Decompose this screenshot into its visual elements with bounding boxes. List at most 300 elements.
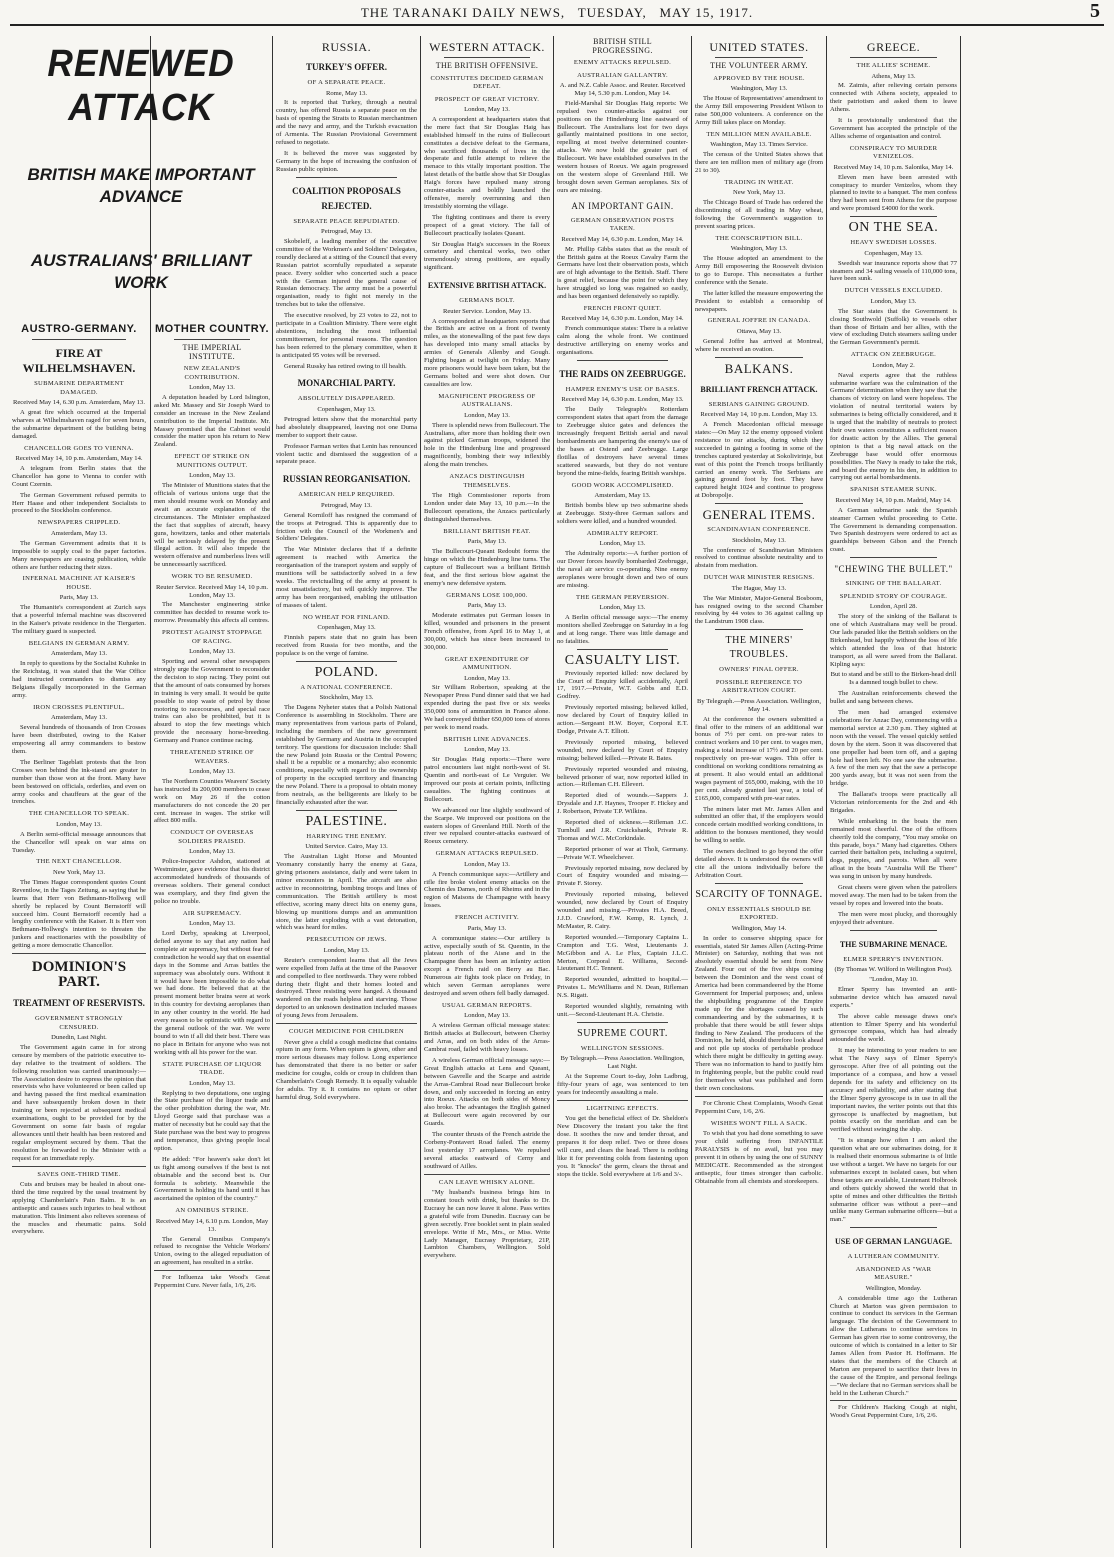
subheading: ONLY ESSENTIALS SHOULD BE EXPORTED.	[707, 905, 811, 922]
paragraph: Lord Derby, speaking at Liverpool, defied anyone to say that any nation had complete air supremacy, but without fear of contradiction he would say that on essential days in the Somme and Arras battles the supremacy was absolutely ours. Without it it would have been impossible to do what we had done. He believed that at the present moment better brains were at work in this country for devising aeroplanes than in any other country in the world. He had every reason to be optimistic with regard to the general outlook of the war. We were bound to win if all did their best. There was no place in Britain for anyone who was not working with all his power for the war.	[154, 930, 270, 1056]
dateline: London, May 13.	[189, 920, 235, 928]
dateline: Received May 14, 10 p.m. Madrid, May 14.	[835, 496, 952, 504]
paragraph: A French Macedonian official message states:—On May 12 the enemy opposed violent resistance to our attacks, during which they succeeded in gaining a footing in some of the trenches captured yesterday at Sokolivirinje, but east of this point the French troops brilliantly carried an enemy work. The Serbians are gaining ground foot by foot. They have captured height 1024 and continue to progress at Dobropolje.	[695, 421, 823, 500]
dateline: London, May 13.	[189, 1079, 235, 1087]
paragraph: Sir William Robertson, speaking at the Newspaper Press Fund dinner said that we had expended during the past five or six weeks 350,000 tons of ammunition in France alone. We had conveyed thither 650,000 tons of stores per week to mend roads.	[424, 684, 550, 731]
divider	[12, 953, 146, 954]
dateline: London, May 13.	[464, 106, 510, 113]
divider	[850, 930, 937, 931]
dateline: Paris, May 13.	[59, 594, 99, 602]
advert-heading: CAN LEAVE WHISKY ALONE.	[438, 1178, 536, 1186]
dateline: London, May 13.	[189, 848, 235, 856]
headline-deck-1: BRITISH MAKE IMPORTANT ADVANCE	[27, 165, 255, 206]
dateline: "London, May 10.	[869, 976, 918, 984]
divider	[296, 177, 397, 178]
divider	[830, 1400, 957, 1401]
subheading: AIR SUPREMACY.	[182, 909, 242, 917]
paragraph: The Manchester engineering strike committee has decided to resume work to-morrow. Presumably this affects all centres.	[154, 601, 270, 625]
dateline: United Service. Cairo, May 13.	[305, 843, 388, 851]
subheading: CHANCELLOR GOES TO VIENNA.	[24, 444, 134, 452]
section-heading: BALKANS.	[724, 360, 794, 376]
column-rule	[420, 36, 421, 1548]
subheading: PROTEST AGAINST STOPPAGE OF RACING.	[161, 629, 263, 645]
headline-deck-2: AUSTRALIANS' BRILLIANT WORK	[30, 251, 252, 292]
subheading: DUTCH VESSELS EXCLUDED.	[844, 287, 943, 295]
subheading: BRILLIANT BRITISH FEAT.	[443, 527, 531, 535]
paragraph: The Dagens Nyheter states that a Polish National Conference is assembling in Stockholm. There are many representatives from various parts of Poland, including the members of the new government established by Germany and Austria in the occupied territory. The questions for discussion include: Shall the new Poland join Russia or the Central Powers; shall it be a republic or a monarchy; also economic conditions, especially with regard to the ownership of property in the occupied territory and financing the new Poland. There is a proposal to obtain money from neutrals, as the belligerents are likely to be financially exhausted after the war.	[276, 704, 417, 806]
paragraph: Replying to two deputations, one urging the State purchase of the liquor trade and the other prohibition during the war, Mr. Lloyd George said that purchase was a matter of necessity but he could say that the State purchase was the best way to progress and temperance, thus giving people local option.	[154, 1089, 270, 1152]
subheading: MAGNIFICENT PROGRESS OF AUSTRALIANS.	[438, 392, 536, 409]
dateline: London, May 13.	[323, 946, 370, 954]
paragraph: Moderate estimates put German losses in killed, wounded and prisoners in the present French offensive, from April 16 to May 1, at 300,000, which has since been increased to 300,000.	[424, 612, 550, 651]
dateline: Athens, May 13.	[871, 72, 916, 80]
subheading: SEPARATE PEACE REPUDIATED.	[293, 217, 400, 225]
article-heading: AN IMPORTANT GAIN.	[571, 200, 674, 211]
advert-text: You get the beneficial effect of Dr. Sheldon's New Discovery the instant you take the first dose. It soothes the raw and tender throat, and prepares it for deep relief. Two or three doses will cure, and clears the head. There is nothing like it for preventing colds from fastening upon you. It "knocks" the germ, clears the throat and stops the tickle. Sold everywhere at 1/6 and 3/-.	[557, 1115, 688, 1178]
divider	[174, 339, 250, 340]
paragraph: The men had arranged extensive celebrations for Anzac Day, commencing with a memorial service at 2.30 p.m. They sighted at noon with the vessel. The vessel quickly settled down by the stern. Soon it was discovered that one propeller had been torn off, and a gaping hole had been left. No one saw the submarine. A few of the men say that the saw a periscope 200 yards away, but it was not seen from the bridge.	[830, 709, 957, 788]
paragraph: Field-Marshal Sir Douglas Haig reports: We repulsed two counter-attacks against our positions on the Hindenburg line eastward of Bullecourt. The Australians lost for two days gallantly maintained positions in one sector, repelling at most twelve determined counter-attacks. We now hold the greater part of Bullecourt. We have established ourselves in the western houses of Roeux. We again progressed on the western slope of Greenland Hill. We brought down seven German aeroplanes. Six of ours are missing.	[557, 99, 688, 194]
paragraph: The Northern Counties Weavers' Society has instructed its 200,000 members to cease work on May 26 if the cotton manufacturers do not concede the 20 per cent. increase in wages. The strike will affect 800 mills.	[154, 777, 270, 825]
subheading: THE NEXT CHANCELLOR.	[36, 858, 122, 866]
dateline: London, May 13.	[189, 768, 235, 776]
paragraph: A correspondent at headquarters states that the mere fact that Sir Douglas Haig has established himself in the ruins of Bullecourt constitutes a decisive defeat to the Germans, who sacrificed thousands of lives in the desperate and futile attempt to relieve the menace to this vitally important position. The latest details of the battle show that Sir Douglas Haig's forces have repulsed many strong counter-attacks and boldly launched the offensive, merely overrunning and then irresistibly storming the village.	[424, 115, 550, 210]
paragraph: M. Zaimis, after relieving certain persons connected with Athens society, appealed to their patriotism and asked them to leave Athens.	[830, 82, 957, 114]
paragraph: The counter thrusts of the French astride the Corbeny-Pontavert Road failed. The enemy lost yesterday 17 aeroplanes. We repulsed several attacks eastward of Cerny and southward of Ailles.	[424, 1131, 550, 1170]
divider	[577, 649, 668, 650]
masthead	[10, 2, 1104, 26]
article-heading: TREATMENT OF RESERVISTS.	[13, 998, 145, 1009]
paragraph: The fighting continues and there is every prospect of a great victory. The fall of Bullecourt practically isolates Queant.	[424, 213, 550, 237]
paragraph: He added: "For heaven's sake don't let us fight among ourselves if the best is not obtainable and the second best is. Our formula is sobriety. Meanwhile the Government is holding its hand until it has ascertained the opinion of the country."	[154, 1155, 270, 1203]
column-western-attack	[424, 36, 550, 1548]
column-rule	[272, 36, 273, 1548]
subheading: SCANDINAVIAN CONFERENCE.	[707, 526, 811, 534]
subheading: AUSTRALIAN GALLANTRY.	[577, 71, 668, 79]
paragraph: French communique states: There is a relative calm along the whole front. We continued destructive artillerying on enemy works and organisations.	[557, 325, 688, 357]
dateline: Copenhagen, May 13.	[317, 405, 376, 413]
dateline: Petrograd, May 13.	[321, 228, 372, 236]
dateline: Amsterdam, May 13.	[50, 714, 108, 722]
article-heading: FIRE AT WILHELMSHAVEN.	[22, 346, 136, 375]
article-heading: TURKEY'S OFFER.	[305, 62, 387, 72]
paragraph: The Ballarat's troops were practically all Victorian reinforcements for the 2nd and 4th Brigades.	[830, 791, 957, 814]
paragraph: The General Omnibus Company's refused to recognise the Vehicle Workers' Union, owing to the alleged repudiation of an agreement, has resulted in a strike.	[154, 1235, 270, 1267]
dateline: London, May 13.	[189, 384, 235, 391]
divider	[715, 883, 803, 884]
subheading: PERSECUTION OF JEWS.	[306, 936, 387, 944]
dateline: By Telegraph.—Press Association. Wellington, Last Night.	[560, 1055, 685, 1071]
article-heading: THE RAIDS ON ZEEBRUGGE.	[559, 368, 686, 379]
subheading: POSSIBLE REFERENCE TO ARBITRATION COURT.	[715, 678, 803, 695]
subheading: A LUTHERAN COMMUNITY.	[847, 1253, 940, 1261]
paragraph: The owners declined to go beyond the offer detailed above. It is understood the owners will cite all the unions individually before the Arbitration Court.	[695, 848, 823, 879]
subheading: THE ALLIES' SCHEME.	[856, 62, 931, 69]
divider	[32, 339, 126, 340]
paragraph: The Australian Light Horse and Mounted Yeomanry constantly harry the enemy at Gaza, giving prisoners assistance, daily and were taken in minor encounters in April. The aircraft are also active in reconnoitring, bombing troops and lines of communication. The British artillery is most effective, scoring many direct hits on enemy guns, blowing up munitions dumps and an ammunition store, the latter exploding with a vast detonation, which was heard for miles.	[276, 853, 417, 932]
subheading: NEWSPAPERS CRIPPLED.	[37, 519, 121, 527]
paragraph: It is believed the move was suggested by Germany in the hope of increasing the confusion of Russian public opinion.	[276, 149, 417, 173]
paragraph: The Star states that the Government is closing Southwold (Suffolk) to vessels other than those of Britain and her allies, with the view of excluding Dutch steamers sailing under the German Government's permit.	[830, 307, 957, 347]
dateline: London, April 28.	[869, 603, 918, 611]
divider	[276, 1023, 417, 1024]
dateline: London, May 13.	[599, 540, 646, 548]
dateline: Received May 14, 6.30 p.m. London, May 13.	[561, 396, 684, 404]
dateline: London, May 13.	[189, 648, 235, 656]
subheading: GOVERNMENT STRONGLY CENSURED.	[35, 1015, 123, 1031]
paragraph: The latter killed the measure empowering the President to establish a censorship of newspapers.	[695, 289, 823, 313]
paragraph: While embarking in the boats the men remained most cheerful. One of the officers cheerily told the company, "You may smoke on this parade, boys." Many had cigarettes. Others carried their battalion pets, including a squirrel, dogs, puppies, and parrots. When all were afloat in the boats "Australia Will Be There" was sung in unison by many hundreds.	[830, 817, 957, 881]
paragraph: It may be interesting to your readers to see what The Navy says of Elmer Sperry's gyroscope. After five of all pointing out the importance of a compass, and how a vessel depends for its safety and efficiency on its accuracy and reliability, and after stating that the Elmer Sperry gyroscope is in use in all the important navies, the writer points out that this gyroscope is unaffected by magnetism, but points exactly on the meridian and can be verified without swinging the ship.	[830, 1047, 957, 1134]
advert-text: For Chronic Chest Complaints, Wood's Great Peppermint Cure, 1/6, 2/6.	[695, 1099, 823, 1115]
subheading: OWNERS' FINAL OFFER.	[719, 666, 799, 674]
paragraph: Skobeleff, a leading member of the executive committee of the Workmen's and Soldiers' Delegates, roundly declared at a sitting of the Council that every Russian patriot scornfully repudiated a separate peace. Every soldier who concerted such a peace with the German injured the general cause of Russian democracy. The army must be a powerful organisation, ready to fight not merely in the trenches but to take the offensive.	[276, 237, 417, 309]
paragraph: The census of the United States shows that there are ten million men of military age (from 21 to 30).	[695, 150, 823, 174]
paragraph: General Russky has retired owing to ill health.	[284, 362, 407, 370]
dateline: Petrograd, May 13.	[321, 501, 372, 509]
article-heading: "CHEWING THE BULLET."	[834, 564, 953, 575]
divider	[850, 57, 937, 58]
dateline: Dunedin, Last Night.	[51, 1034, 107, 1042]
paragraph: The miners later met Mr. James Allen and submitted an offer that, if the employers would concede certain modified working conditions, in addition to the bonuses mentioned, they would be willing to settle.	[695, 805, 823, 845]
banner-headlines	[10, 36, 272, 326]
headline-main: RENEWED ATTACK	[47, 43, 235, 129]
dateline: Wellington, May 14.	[731, 924, 787, 932]
paragraph: Elmer Sperry has invented an anti-submarine device which has amazed naval experts."	[830, 985, 957, 1009]
dateline: London, May 13.	[464, 860, 510, 868]
subheading: GREAT EXPENDITURE OF AMMUNITION.	[444, 655, 530, 672]
masthead-day: TUESDAY,	[577, 5, 647, 20]
paragraph: A wireless German official message says:—Great English attacks at Lens and Queant, between Gavrelle and the Scarpe and astride the Arras-Cambrai Road near Bullecourt broke down, and only succeeded in forcing an entry into Roeux. Attacks on both sides of Moncy also broke. The advantages the English gained at Bullecourt were again recovered by our Guards.	[424, 1056, 550, 1128]
subheading: USUAL GERMAN REPORTS.	[441, 1001, 533, 1009]
divider	[154, 1270, 270, 1271]
paragraph: A Berlin official message says:—The enemy monitors shelled Zeebrugge on Saturday in a fog and at long range. There was little damage and no fatalities.	[557, 614, 688, 645]
subheading: THE GERMAN PERVERSION.	[575, 593, 670, 601]
divider	[715, 357, 803, 358]
paragraph: It is reported that Turkey, through a neutral country, has offered Russia a separate peace on the basis of opening the Straits to Russian merchantmen and the navy and army, and the Turkish evacuation of Armenia. The Russian Provisional Government refused to negotiate.	[276, 99, 417, 146]
article-heading: MONARCHIAL PARTY.	[297, 378, 396, 389]
paragraph: Mr. Phillip Gibbs states that as the result of the British gains at the Roeux Cavalry Farm the Germans have lost their observation posts, which are of high advantage to the British. Staff. There is great relief, because the point for which they have struggled so long was regained so easily, and has been organised defensively so rapidly.	[557, 245, 688, 301]
dateline: Amsterdam, May 13.	[50, 529, 108, 537]
section-heading: POLAND.	[314, 664, 379, 680]
newspaper-title: THE TARANAKI DAILY NEWS,	[360, 5, 566, 20]
paragraph: The High Commissioner reports from London under date May 13, 10 p.m.—In the Bullecourt operations, the Anzacs particularly distinguished themselves.	[424, 492, 550, 523]
paragraph: There is splendid news from Bullecourt. The Australians, after more than holding their own against picked German troops, widened the hole in the Hindenburg line and progressed magnificently, bombing their way inflexibly along the main trenches.	[424, 421, 550, 469]
subheading: ATTACK ON ZEEBRUGGE.	[850, 351, 937, 359]
subheading: SINKING OF THE BALLARAT.	[845, 580, 942, 588]
subheading: OF A SEPARATE PEACE.	[307, 79, 386, 86]
subheading: DUTCH WAR MINISTER RESIGNS.	[703, 574, 815, 582]
paragraph: Several hundreds of thousands of Iron Crosses have been distributed, owing to the Kaiser empowering all army commanders to bestow them.	[12, 724, 146, 755]
column-greece	[830, 36, 957, 1548]
paragraph: A French communique says:—Artillery and rifle fire broke violent enemy attacks on the Chemin des Dames, north of Rheims and in the region of Maisons de Champagne with heavy losses.	[424, 870, 550, 910]
paragraph: Petrograd letters show that the monarchial party had absolutely disappeared, leaving not one Duma member to support their cause.	[276, 415, 417, 439]
divider	[444, 57, 530, 58]
subheading: HEAVY SWEDISH LOSSES.	[850, 239, 937, 247]
dateline: London, May 13.	[464, 674, 510, 682]
advert-text: For Influenza take Wood's Great Peppermint Cure. Never fails, 1/6, 2/6.	[154, 1274, 270, 1290]
subheading: INFERNAL MACHINE AT KAISER'S HOUSE.	[22, 575, 136, 591]
subheading: AN OMNIBUS STRIKE.	[175, 1207, 249, 1215]
paragraph: We advanced our line slightly southward of the Scarpe. We improved our positions on the eastern slopes of Greenland Hill. North of the river we repulsed counter-attacks eastward of Roeux cemetery.	[424, 806, 550, 846]
article-heading: THE SUBMARINE MENACE.	[839, 939, 948, 949]
dateline: Paris, May 13.	[467, 538, 507, 546]
subheading: TRADING IN WHEAT.	[724, 178, 794, 186]
paragraph: A deputation headed by Lord Islington, asked Mr. Massey and Sir Joseph Ward to consider an increase in the New Zealand contribution to the Imperial Institute. Mr. Massey promised that the Cabinet would consider the matter upon his return to New Zealand.	[154, 393, 270, 449]
paragraph: Naval experts agree that the ruthless submarine warfare was the culmination of the Germans' determination when they saw that the chances of victory on land were hopeless. The violation of neutral territorial waters by submarines is being officially considered, and it is urged that the inability of neutrals to protect their own waters constitutes a sufficient reason for drastic action by the Allies. The general opinion is that a big naval attack on the Zeebrugge base would offer enormous possibilities. The Navy is ready to take the risk, and board the enemy in his den, in addition to carrying out aerial bombardments.	[830, 371, 957, 482]
section-heading: CASUALTY LIST.	[564, 652, 681, 668]
section-heading: WESTERN ATTACK.	[429, 40, 545, 54]
dateline: Reuter Service. Received May 14, 10 p.m. London, May 13.	[155, 583, 269, 599]
subheading: NEW ZEALAND'S CONTRIBUTION.	[183, 365, 241, 381]
subheading: GERMAN OBSERVATION POSTS TAKEN.	[570, 216, 675, 233]
paragraph: Eleven men have been arrested with conspiracy to murder Venizelos, whom they planned to invite to a banquet. The men confess they had been sent from Athens for the purpose and were promised £4000 for the work.	[830, 173, 957, 213]
section-heading: RUSSIA.	[321, 40, 372, 54]
subheading: ADMIRALTY REPORT.	[586, 529, 659, 537]
dateline: Received May 14, 10 p.m. London, May 13.	[700, 411, 818, 419]
dateline: London, May 13.	[189, 472, 235, 480]
advert-text: Cuts and bruises may be healed in about one-third the time required by the usual treatment by applying Chamberlain's Pain Balm. It is an antiseptic and causes such injuries to heal without maturation. This liniment also relieves soreness of the muscles and rheumatic pains. Sold everywhere.	[12, 1181, 146, 1236]
divider	[577, 360, 668, 361]
article-heading: USE OF GERMAN LANGUAGE.	[834, 1237, 953, 1247]
paragraph: At the conference the owners submitted a final offer to the miners of an additional war bonus of 7½ per cent. on pre-war rates to contract workers and 10 per cent. to wages men, making a total increase of 17½ and 20 per cent. respectively on pre-war wages. This offer is conditional on working conditions remaining as at present. It also would entail an additional wages payment of £65,000, making, with the 10 per cent. already granted last year, a total of £165,000, compared with pre-war rates.	[695, 715, 823, 802]
paragraph: Reported prisoner of war at Tholt, Germany.—Private W.T. Wheelchever.	[557, 845, 688, 861]
subheading: CONSTITUTES DECIDED GERMAN DEFEAT.	[430, 74, 544, 90]
paragraph: The German Government admits that it is impossible to supply coal to the paper factories. Many newspapers are ceasing publication, while others are further reducing their sizes.	[12, 539, 146, 571]
paragraph: Previously reported missing, believed wounded, now declared by Court of Enquiry wounded and missing.—Privates H.A. Breed, J.J.D. Crawford, F.W. Kemp, R. Lynch, J. McMaster, R. Cairy.	[557, 891, 688, 930]
dateline: Stockholm, May 13.	[732, 536, 786, 544]
section-heading: GENERAL ITEMS.	[702, 507, 816, 523]
paragraph: The House of Representatives' amendment to the Army Bill empowering President Wilson to raise 500,000 volunteers. A conference on the Army Bill takes place on Monday.	[695, 94, 823, 126]
section-heading: SUPREME COURT.	[577, 1027, 668, 1039]
dateline: Paris, May 13.	[467, 602, 507, 610]
paragraph: It is provisionally understood that the Government has accepted the principle of the Allies scheme of organisation and control.	[830, 117, 957, 140]
dateline: Amsterdam, May 13.	[594, 492, 651, 500]
paragraph: Professor Farman writes that Lenin has renounced violent tactic and dismissed the suggestion of a separate peace.	[276, 442, 417, 466]
section-heading: AUSTRO-GERMANY.	[21, 323, 137, 335]
subheading: STATE PURCHASE OF LIQUOR TRADE.	[162, 1060, 262, 1077]
dateline: London, May 13.	[464, 411, 510, 419]
divider	[695, 1096, 823, 1097]
dateline: London, May 13.	[599, 604, 646, 612]
dateline: Received May 14, 6.30 p.m. London, May 14.	[561, 315, 684, 323]
paragraph: The Bullecourt-Queant Redoubt forms the hinge on which the Hindenburg line turns. The capture of Bullecourt was a brilliant British feat, and the first serious blow against the enemy's new defensive system.	[424, 548, 550, 587]
subheading: HARRYING THE ENEMY.	[306, 832, 387, 840]
paragraph: The House adopted an amendment to the Army Bill empowering the Roosevelt division to go to Europe. This necessitates a further conference with the Senate.	[695, 255, 823, 286]
divider	[715, 57, 803, 58]
dateline: Received May 14, 6.30 p.m. Amsterdam, May 13.	[12, 399, 146, 406]
paragraph: The War Minister declares that if a definite agreement is reached with America the reorganisation of the transport system and supply of munitions will be satisfactorily solved in a few weeks. The revictualling of the army at present is most unsatisfactory, but will quickly improve. The army has been reorganised, enabling the utilisation of masses of talent.	[276, 546, 417, 609]
paragraph: The men were most plucky, and thoroughly enjoyed their adventure.	[830, 910, 957, 926]
article-heading: THE BRITISH OFFENSIVE.	[435, 61, 539, 70]
paragraph: Reported wounded slightly, remaining with unit.—Second-Lieutenant H.A. Christie.	[557, 1003, 688, 1018]
subheading: FRENCH FRONT QUIET.	[583, 304, 662, 312]
column-austro-germany	[12, 318, 146, 1548]
dateline: London, May 13.	[56, 820, 102, 828]
subheading: HAMPER ENEMY'S USE OF BASES.	[565, 385, 680, 393]
dateline: Washington, May 13. Times Service.	[710, 141, 808, 149]
dateline: Copenhagen, May 13.	[864, 249, 923, 257]
subheading: AMERICAN HELP REQUIRED.	[298, 491, 395, 499]
paragraph: Reported died of sickness.—Rifleman J.C. Turnbull and J.R. Cruickshank, Private R. Thomas and W.C. McCorkindale.	[557, 819, 688, 842]
paragraph: The executive resolved, by 23 votes to 22, not to participate in a Coalition Ministry. There were eight abstentions, including the most influential committeemen, for personal reasons. The question has been referred to the plenary committee, when it is anticipated 95 votes will be reversed.	[276, 312, 417, 359]
subheading: WORK TO BE RESUMED.	[171, 573, 253, 581]
subheading: ELMER SPERRY'S INVENTION.	[843, 955, 944, 963]
dateline: Washington, May 13.	[730, 245, 788, 253]
section-heading: THE MINERS' TROUBLES.	[725, 635, 793, 661]
divider	[557, 1100, 688, 1101]
paragraph: General Joffre has arrived at Montreal, where he received an ovation.	[695, 337, 823, 353]
subheading: GERMAN ATTACKS REPULSED.	[435, 850, 539, 858]
divider	[850, 1227, 937, 1228]
paragraph: General Korniloff has resigned the command of the troops at Petrograd. This is apparently due to friction with the Council of the Workmen's and Soldiers' Delegates.	[276, 511, 417, 543]
dateline: London, May 13.	[464, 1012, 510, 1020]
paragraph: The German Government refused permits to Herr Haase and other independent Socialists to proceed to the Stockholm conference.	[12, 491, 146, 515]
dateline: By Telegraph.—Press Association. Wellington, May 14.	[696, 697, 822, 713]
article-heading: BRILLIANT FRENCH ATTACK.	[700, 384, 818, 394]
dateline: Wellington, Monday.	[865, 1284, 922, 1292]
divider	[296, 810, 397, 811]
section-heading: SCARCITY OF TONNAGE.	[695, 888, 823, 900]
paragraph: Reported wounded.—Temporary Captains L. Crampton and T.G. West, Lieutenants J. McGibbon and A. Le Flux, Captain J.L.C. Merton, Corporal E. Williams, Second-Lieutenant H.C. Tennent.	[557, 933, 688, 973]
subheading: GOOD WORK ACCOMPLISHED.	[571, 481, 674, 489]
subheading: SPLENDID STORY OF COURAGE.	[839, 592, 948, 600]
dateline: Ottawa, May 13.	[736, 327, 782, 335]
advert-text: To wish that you had done something to save your child suffering from INFANTILE PARALYSIS is of no avail, but you may prevent it in others by using the one of SUNNY MEDICATE. Recommended as the strongest antiseptic, four times stronger than carbolic. Obtainable from all chemists and storekeepers.	[695, 1130, 823, 1185]
dateline: Amsterdam, May 13.	[50, 650, 108, 658]
paragraph: Previously reported missing, now declared by Court of Enquiry wounded and missing.—Private F. Storey.	[557, 864, 688, 888]
subheading: GERMANS LOSE 100,000.	[446, 591, 528, 599]
byline: (By Thomas W. Wilford in Wellington Post).	[834, 966, 953, 974]
paragraph: Sir Douglas Haig reports:—There were patrol encounters last night north-west of St. Quentin and north-east of Le Verguier. We improved our posts at certain points, inflicting casualties. The fighting continues at Bullecourt.	[424, 756, 550, 803]
advert-text: "My husband's business brings him in constant touch with drink, but thanks to Dr. Eucrasy he can now leave it alone. Pass writes a grateful wife from Dunedin. Eucrasy can be given secretly. Free booklet sent in plain sealed envelope. Write if Mr., Mrs., or Miss. Write Lady Manager, Eucrasy Proprietary, 21P, Lambton Chambers, Wellington. Sold everywhere.	[424, 1189, 550, 1260]
masthead-line	[10, 5, 1104, 21]
paragraph: Previously reported wounded and missing, believed prisoner of war, now reported killed in action.—Rifleman C.H. Ellevert.	[557, 765, 688, 789]
section-heading: MOTHER COUNTRY.	[154, 323, 270, 335]
dateline: A. and N.Z. Cable Assoc. and Reuter. Received May 14, 5.30 p.m. London, May 14.	[559, 82, 686, 97]
paragraph: The Humanite's correspondent at Zurich says that a powerful infernal machine was discovered in the Kaiser's private residence in the Tiergarten. The military guard is suspected.	[12, 604, 146, 636]
subheading: BRITISH LINE ADVANCES.	[443, 735, 531, 743]
subheading: ENEMY ATTACKS REPULSED.	[573, 59, 672, 66]
dateline: London, May 2.	[872, 361, 915, 369]
paragraph: The Australian reinforcements chewed the bullet and sang between chews.	[830, 690, 957, 706]
advert-heading: WISHES WON'T FILL A SACK.	[710, 1119, 808, 1127]
paragraph: A great fire which occurred at the Imperial wharves at Wilhelmshaven raged for seven hours, the submarine department of the building being damaged.	[12, 408, 146, 440]
dateline: Received May 14, 6.30 p.m. London, May 14.	[561, 235, 684, 243]
paragraph: A German submarine sank the Spanish steamer Carmen whilst proceeding to Cette. The Government is demanding compensation. Two Spanish destroyers were ordered to act as guardships between Gibon and the French coast.	[830, 506, 957, 554]
dateline: London, May 13.	[464, 746, 510, 754]
paragraph: A correspondent at headquarters reports that the British are active on a front of twenty miles, as the stonewalling of the past few days has developed into many small attacks by armies of Generals Allenby and Gough. Fighting began at twilight on Friday. Many more prisoners would have been taken, but the Germans bolted and were shot down. Our casualties are low.	[424, 317, 550, 388]
dateline: London, May 13.	[870, 297, 917, 305]
subheading: SERBIANS GAINING GROUND.	[708, 400, 810, 408]
section-heading: GREECE.	[866, 40, 921, 54]
subheading: EFFECT OF STRIKE ON MUNITIONS OUTPUT.	[174, 453, 250, 469]
subheading: PROSPECT OF GREAT VICTORY.	[434, 95, 540, 103]
divider	[12, 1166, 146, 1167]
subheading: BELGIANS IN GERMAN ARMY.	[28, 639, 130, 647]
paragraph: Previously reported missing, believed wounded, now declared by Court of Enquiry missing; believed killed.—Private R. Bates.	[557, 738, 688, 762]
column-russia	[276, 36, 417, 1548]
subheading: CONSPIRACY TO MURDER VENIZELOS.	[849, 144, 938, 161]
dateline: The Hague, May 13.	[731, 584, 787, 592]
paragraph: In order to conserve shipping space for essentials, stated Sir James Allen (Acting-Prime Minister) on Saturday, nothing that was not absolutely essential should be sent from New Zealand. Four out of the five ships coming between the Dominion and the west coast of America had been commandeered by the Home Government for Imperial purposes; and, unless the shipbuilding programme of the Empire made up for the shortages caused by such commandeering and by the submarines, it is probable that there would be still fewer ships finding to New Zealand. The producers of the Dominion, he held, should therefore look ahead and not pile up stocks of perishable produce which there might be difficulty in getting away. There was no information to hand to justify him in frightening people, but the public could read for themselves what was published and form their own conclusions.	[695, 934, 823, 1092]
paragraph: Previously reported missing; believed killed, now declared by Court of Enquiry killed in action.—Sergeant H.W. Boyer, Corporal E.T. Dodge, Private A.T. Elliott.	[557, 704, 688, 735]
paragraph: A telegram from Berlin states that the Chancellor has gone to Vienna to confer with Count Czernin.	[12, 464, 146, 488]
subheading: IRON CROSSES PLENTIFUL.	[33, 703, 125, 711]
subheading: THE CONSCRIPTION BILL.	[715, 234, 803, 242]
subheading: APPROVED BY THE HOUSE.	[713, 74, 805, 82]
column-rule	[826, 36, 827, 1548]
subheading: ABSOLUTELY DISAPPEARED.	[297, 395, 396, 403]
subheading: NO WHEAT FOR FINLAND.	[302, 613, 390, 621]
section-heading: DOMINION'S PART.	[31, 959, 127, 991]
dateline: Reuter Service. London, May 13.	[442, 307, 532, 315]
advert-heading: LIGHTNING EFFECTS.	[586, 1104, 659, 1112]
paragraph: The Daily Telegraph's Rotterdam correspondent states that apart from the damage to Zeebrugge sluice gates and defences the increasingly frequent British aerial and naval bombardments are hampering the enemy's use of the bases at Ostend and Zeebrugge. Large flotillas of destroyers have several times scattered seawards, but they do not venture beyond the mine-fields, fearing British warships.	[557, 406, 688, 477]
subheading: ABANDONED AS "WAR MEASURE."	[855, 1265, 932, 1282]
paragraph: A communique states:—Our artillery is active, especially south of St. Quentin, in the plateau north of the Aisne and in the Champagne there has been an infantry action except a French raid on Berry au Bac. Numerous air fights took place on Friday, in which seven German aeroplanes were destroyed and seven others fell badly damaged.	[424, 934, 550, 997]
section-heading: BRITISH STILL PROGRESSING.	[592, 37, 653, 55]
paragraph: Swedish war insurance reports show that 77 steamers and 34 sailing vessels of 110,000 tons, have been sunk.	[830, 259, 957, 283]
dateline: New York, May 13.	[732, 189, 786, 197]
paragraph: At the Supreme Court to-day, John Ladbrug, fifty-four years of age, was sentenced to ten years for indecently assaulting a male.	[557, 1073, 688, 1096]
paragraph: The Minister of Munitions states that the officials of various unions urge that the men should resume work on Monday and await an accurate explanation of the circumstances. The Minister emphasized the fact that supplies of aircraft, heavy guns, howitzers, tanks and other materials will be seriously delayed by the present illegal action. It will also impede the western offensive and numberless lives will be unnecessarily sacrificed.	[154, 482, 270, 569]
advert-text: For Children's Hacking Cough at night, Wood's Great Peppermint Cure, 1/6, 2/6.	[830, 1404, 957, 1420]
verse: But to stand and be still to the Birken-head drill Is a damned tough bullet to chew.	[830, 671, 957, 687]
article-heading: RUSSIAN REORGANISATION.	[282, 474, 411, 485]
paragraph: The War Minister, Major-General Bosboom, has resigned owing to the second Chamber resolving by 44 votes to 36 against calling up the Landstrum 1908 class.	[695, 594, 823, 626]
dateline: Received May 14, 6.10 p.m. London, May 13.	[155, 1217, 269, 1233]
paragraph: The Admiralty reports:—A further portion of our Dover forces heavily bombarded Zeebrugge, the naval air service co-operating. Nine enemy aeroplanes were brought down and two of ours are missing.	[557, 550, 688, 589]
paragraph: The Chicago Board of Trade has ordered the discontinuing of all trading in May wheat, following the Government's suggestion to prevent soaring prices.	[695, 199, 823, 230]
divider	[296, 661, 397, 662]
paragraph: The conference of Scandinavian Ministers resolved to continue absolute neutrality and to abstain from mediation.	[695, 546, 823, 570]
subheading: GENERAL JOFFRE IN CANADA.	[707, 317, 811, 325]
divider	[424, 1174, 550, 1175]
divider	[715, 503, 803, 504]
paragraph: The story of the sinking of the Ballarat is one of which Australians may well be proud. Our lads paraded like the British soldiers on the Birkenhead, but happily without the loss of life which attended the loss of that historic transport, as all were saved from the Ballarat. Kipling says:	[830, 613, 957, 668]
advert-text: Never give a child a cough medicine that contains opium in any form. When opium is given, other and more serious diseases may follow. Long experience has demonstrated that there is no better or safer medicine for coughs, colds or croup in children than Chamberlain's Cough Remedy. It is equally valuable for adults. Try it. It contains no opium or other harmful drug. Sold everywhere.	[276, 1038, 417, 1101]
article-heading: THE IMPERIAL INSTITUTE.	[182, 343, 242, 361]
divider	[577, 1022, 668, 1023]
subheading: SPANISH STEAMER SUNK.	[850, 486, 937, 494]
column-british-progressing	[557, 36, 688, 1548]
paragraph: Sporting and several other newspapers strongly urge the Government to reconsider the decision to stop racing. They point out that the amount of oats consumed by horses in training is very small. It would be quite possible to stop waste of petrol by those motoring to racecourses, and special race trains can also be prohibited, but it is absurd to stop the few meetings which provide the necessary horse-breeding. Germany and France continue racing.	[154, 658, 270, 745]
page-number: 5	[1090, 0, 1100, 22]
paragraph: In reply to questions by the Socialist Kuhnke in the Reichstag, it was stated that the War Office had instructed commanders to dismiss any Belgians illegally incorporated in the German army.	[12, 660, 146, 699]
paragraph: Great cheers were given when the patrollers moved away. The men had to be taken from the vessel by ropes and lowered into the boats.	[830, 884, 957, 907]
section-heading: ON THE SEA.	[848, 220, 939, 236]
section-heading: PALESTINE.	[305, 813, 388, 829]
column-united-states	[695, 36, 823, 1548]
dateline: Stockholm, May 13.	[319, 694, 374, 702]
dateline: Washington, May 13.	[730, 85, 788, 92]
advert-heading: SAVES ONE-THIRD TIME.	[37, 1170, 121, 1178]
subheading: TEN MILLION MEN AVAILABLE.	[706, 130, 812, 138]
article-heading: COALITION PROPOSALS REJECTED.	[292, 185, 401, 211]
subheading: CONDUCT OF OVERSEAS SOLDIERS PRAISED.	[170, 829, 254, 845]
subheading: GERMANS BOLT.	[459, 297, 515, 305]
divider	[850, 216, 937, 217]
paragraph: Sir Douglas Haig's successes in the Roeux cemetery and chemical works, two other tremendously strong positions, are equally significant.	[424, 240, 550, 272]
dateline: Rome, May 13.	[325, 89, 368, 97]
subheading: A NATIONAL CONFERENCE.	[300, 683, 393, 691]
subheading: FRENCH ACTIVITY.	[454, 914, 520, 922]
dateline: Received May 14, 10 p.m. Salonika, May 14.	[833, 163, 954, 171]
dateline: Paris, May 13.	[467, 924, 507, 932]
paragraph: Reported wounded, admitted to hospital.—Privates L. McWilliams and N. Dean, Rifleman N.S. Rigatt.	[557, 976, 688, 1000]
paragraph: British bombs blew up two submarine sheds at Zeebrugge. Sixty-three German sailors and soldiers were killed, and a hundred wounded.	[557, 501, 688, 525]
